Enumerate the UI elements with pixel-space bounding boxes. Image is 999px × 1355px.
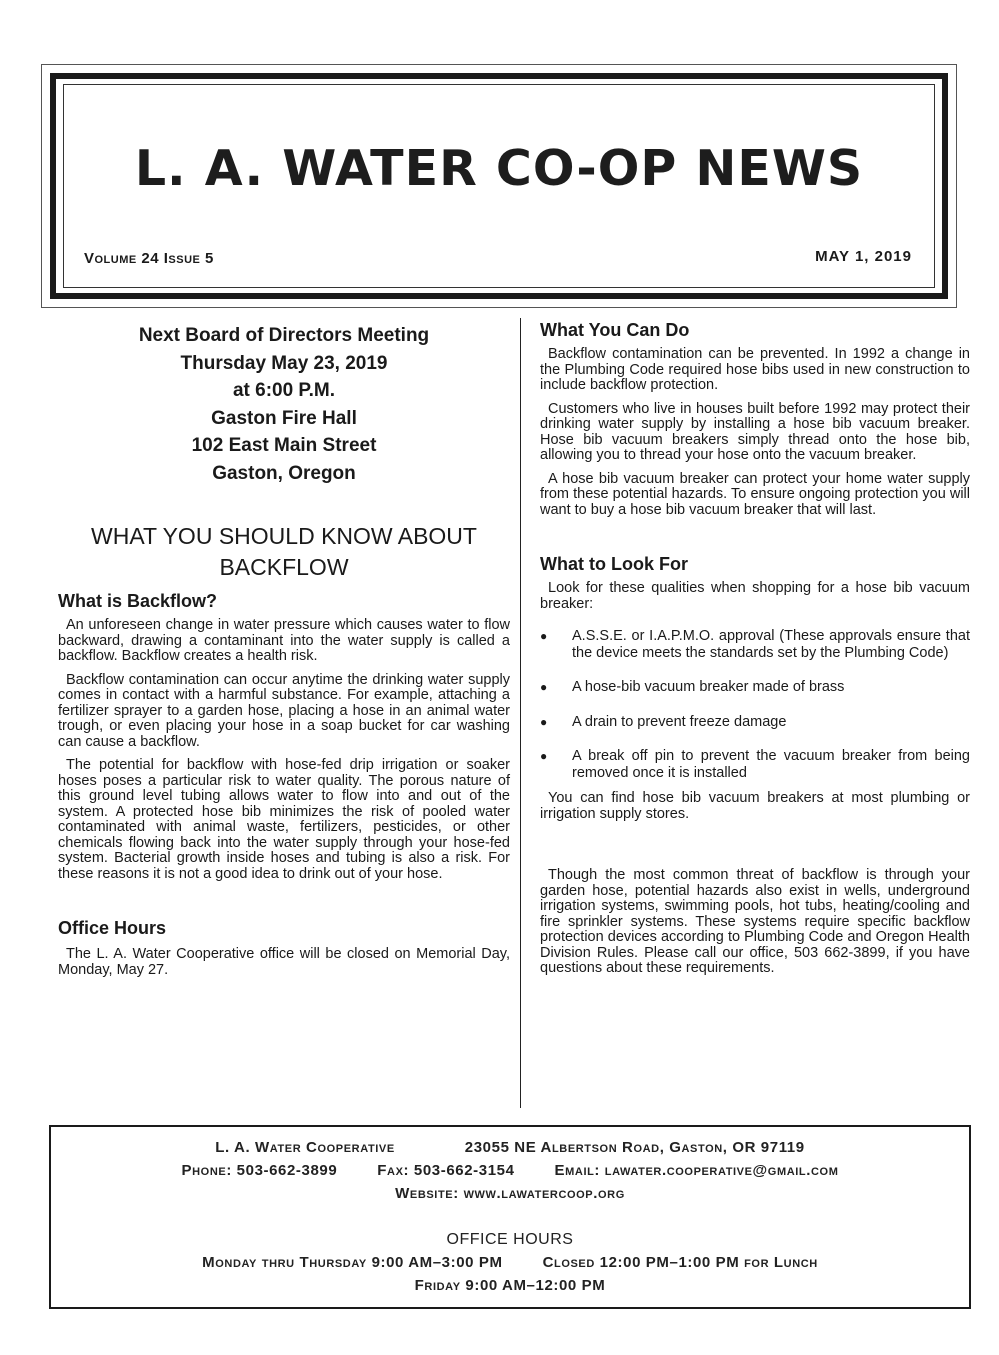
footer-row [51,1254,969,1271]
list-item-text: A.S.S.E. or I.A.P.M.O. approval (These approvals ensure that the device meets the standards set by the Plumbing Code) [572,628,970,661]
issue-date: MAY 1, 2019 [815,248,912,265]
list-item [540,628,970,661]
meeting-line: Next Board of Directors Meeting [138,325,430,346]
footer-phone: Phone: 503-662-3899 [181,1162,338,1179]
bullet-icon: ● [540,680,548,694]
look-for-intro: Look for these qualities when shopping for a hose bib vacuum breaker: [540,580,970,612]
contact-footer [49,1125,971,1309]
volume-issue: Volume 24 Issue 5 [84,250,214,267]
footer-website: Website: www.lawatercoop.org [395,1185,625,1202]
hours-lunch: Closed 12:00 PM–1:00 PM for Lunch [542,1254,818,1271]
what-to-look-for-heading: What to Look For [540,554,688,574]
can-do-paragraph: Backflow contamination can be prevented. In 1992 a change in the Plumbing Code required hose bibs used in new construction to include backflow protection. [540,346,970,393]
footer-address: 23055 NE Albertson Road, Gaston, OR 97119 [464,1139,805,1156]
what-is-backflow-heading: What is Backflow? [58,591,218,611]
backflow-paragraph: Backflow contamination can occur anytime the drinking water supply comes in contact with a harmful substance. For example, attaching a fertilizer sprayer to a garden hose, placing a hose in an animal water trough, or even placing your hose in a soap bucket for car washing can cause a backflow. [58,671,510,750]
right-column [540,320,970,985]
meeting-line: Gaston Fire Hall [211,407,357,429]
meeting-line: 102 East Main Street [191,435,377,456]
meeting-notice [58,322,510,487]
footer-email: Email: lawater.cooperative@gmail.com [554,1162,839,1179]
backflow-paragraph: An unforeseen change in water pressure which causes water to flow backward, drawing a contaminant into the water supply is called a backflow. Backflow creates a health risk. [58,617,510,664]
meeting-line: at 6:00 P.M. [232,380,336,401]
backflow-heading-line1: WHAT YOU SHOULD KNOW ABOUT [91,523,477,549]
footer-row [51,1139,969,1156]
bullet-icon: ● [540,714,548,729]
footer-org: L. A. Water Cooperative [215,1139,395,1156]
list-item-text: A drain to prevent freeze damage [572,713,787,730]
what-you-can-do-heading: What You Can Do [540,320,690,340]
footer-row [51,1185,969,1202]
bullet-icon: ● [540,749,548,763]
hours-friday: Friday 9:00 AM–12:00 PM [414,1277,606,1294]
list-item-text: A break off pin to prevent the vacuum breaker from being removed once it is installed [572,748,970,781]
list-item [540,714,970,731]
footer-fax: Fax: 503-662-3154 [377,1162,515,1179]
bullet-icon: ● [540,629,548,643]
can-do-paragraph: Customers who live in houses built before 1992 may protect their drinking water supply by installing a hose bib vacuum breaker. Hose bib vacuum breakers simply thread onto the hose bib, allowing you to thread your hose onto the vacuum breaker. [540,400,970,463]
meeting-line: Thursday May 23, 2019 [180,352,388,374]
backflow-heading [58,521,510,583]
office-closure-notice: The L. A. Water Cooperative office will be closed on Memorial Day, Monday, May 27. [58,946,510,978]
look-for-outro: You can find hose bib vacuum breakers at most plumbing or irrigation supply stores. [540,790,970,822]
footer-row [51,1162,969,1179]
look-for-list [540,628,970,781]
office-hours-heading: Office Hours [58,918,167,938]
column-divider [520,318,521,1108]
meeting-line: Gaston, Oregon [212,462,356,484]
can-do-paragraph: A hose bib vacuum breaker can protect your home water supply from these potential hazards. To ensure ongoing protection you will want to buy a hose bib vacuum breaker that will last. [540,470,970,518]
backflow-heading-line2: BACKFLOW [219,554,349,580]
left-column [58,322,510,986]
closing-paragraph: Though the most common threat of backflow is through your garden hose, potential hazards also exist in wells, underground irrigation systems, swimming pools, hot tubs, heating/cooling and fire sprinkler systems. These systems require specific backflow protection devices according to Plumbing Code and Oregon Health Division Rules. Please call our office, 503 662-3899, if you have questions about these requirements. [540,867,970,976]
list-item [540,679,970,696]
newsletter-title: L. A. WATER CO-OP NEWS [134,140,864,197]
office-hours-title: OFFICE HOURS [446,1231,574,1248]
list-item-text: A hose-bib vacuum breaker made of brass [572,679,845,695]
hours-weekday: Monday thru Thursday 9:00 AM–3:00 PM [202,1254,503,1271]
list-item [540,748,970,781]
backflow-paragraph: The potential for backflow with hose-fed drip irrigation or soaker hoses poses a particular risk to water quality. The porous nature of this ground level tubing allows water to flow into and out of the system. A protected hose bib minimizes the risk of pooled water contaminated with animal waste, fertilizers, pesticides, or other chemicals flowing back into the water supply through your hose-fed system. Bacterial growth inside hoses and tubing is also a risk. For these reasons it is not a good idea to drink out of your hose. [58,757,510,882]
